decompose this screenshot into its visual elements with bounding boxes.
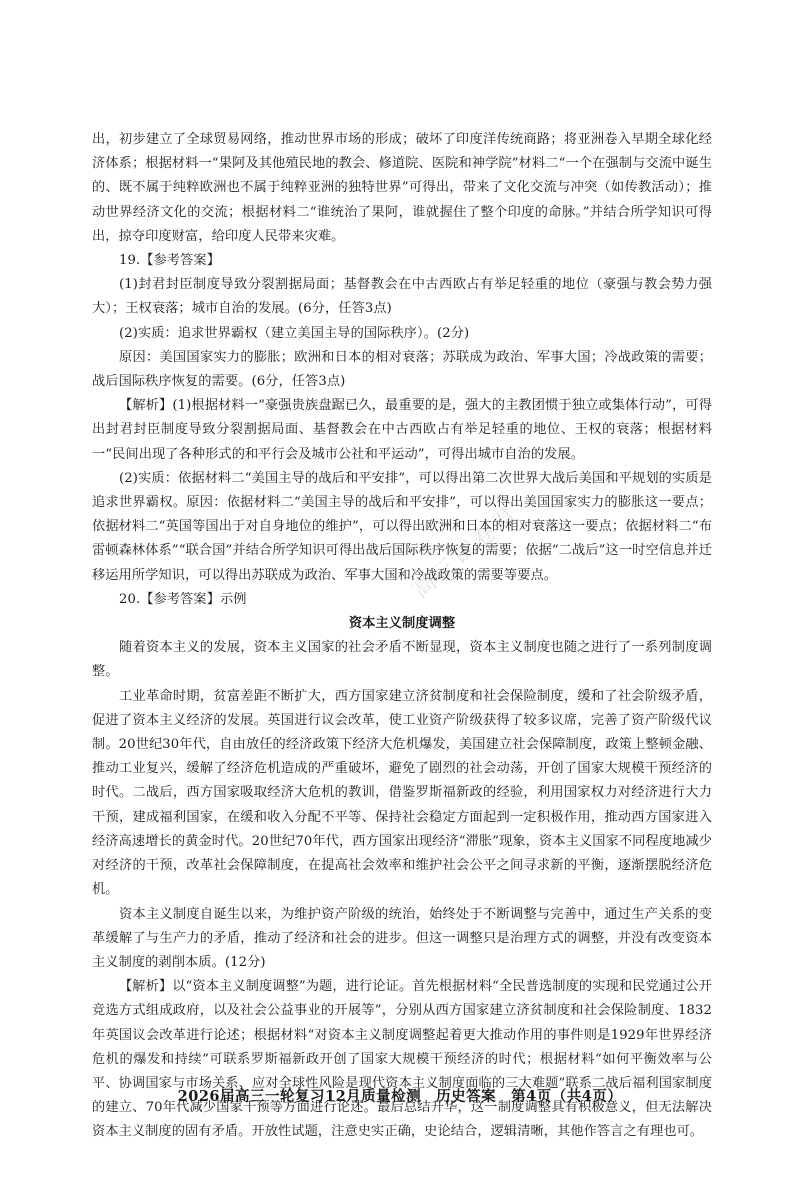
page-footer: 2026届高三一轮复习12月质量检测 历史答案 第4页（共4页） xyxy=(177,1088,623,1105)
watermark-text: 高三试卷君 xyxy=(408,500,525,604)
answer-content xyxy=(92,128,712,1145)
q18-continuation: 出，初步建立了全球贸易网络，推动世界市场的形成；破坏了印度洋传统商路；将亚洲卷入早期全球化经济体系；根据材料一“果阿及其他殖民地的教会、修道院、医院和神学院”材料二“一个在强制与交流中诞生的、既不属于纯粹欧洲也不属于纯粹亚洲的独特世界”可得出，带来了文化交流与冲突（如传教活动）；推动世界经济文化的交流；根据材料二“谁统治了果阿，谁就握住了整个印度的命脉。”并结合所学知识可得出，掠夺印度财富，给印度人民带来灾难。 xyxy=(92,132,712,244)
q19-answer-part1: (1)封君封臣制度导致分裂割据局面；基督教会在中古西欧占有举足轻重的地位（豪强与教会势力强大）；王权衰落；城市自治的发展。(6分，任答3点) xyxy=(92,277,712,317)
q20-explanation: 【解析】以“资本主义制度调整”为题，进行论证。首先根据材料“全民普选制度的实现和民党通过公开竞选方式组成政府，以及社会公益事业的开展等”，分别从西方国家建立济贫制度和社会保险制度、1832年英国议会改革进行论述；根据材料“对资本主义制度调整起着更大推动作用的事件则是1929年世界经济危机的爆发和持续”可联系罗斯福新政开创了国家大规模干预经济的时代；根据材料“如何平衡效率与公平、协调国家与市场关系、应对全球性风险是现代资本主义制度面临的三大难题”联系二战后福利国家制度的建立、70年代减少国家干预等方面进行论述。最后总结升华，这一制度调整具有积极意义，但无法解决资本主义制度的固有矛盾。开放性试题，注意史实正确，史论结合，逻辑清晰，其他作答言之有理也可。 xyxy=(92,979,712,1140)
essay-intro: 随着资本主义的发展，资本主义国家的社会矛盾不断显现，资本主义制度也随之进行了一系列制度调整。 xyxy=(92,640,712,680)
q19-heading: 19.【参考答案】 xyxy=(119,253,220,269)
essay-body: 工业革命时期，贫富差距不断扩大，西方国家建立济贫制度和社会保险制度，缓和了社会阶级矛盾，促进了资本主义经济的发展。英国进行议会改革，使工业资产阶级获得了较多议席，完善了资产阶级代议制。20世纪30年代，自由放任的经济政策下经济大危机爆发，美国建立社会保障制度，政策上整顿金融、推动工业复兴，缓解了经济危机造成的严重破坏，避免了剧烈的社会动荡，开创了国家大规模干预经济的时代。二战后，西方国家吸取经济大危机的教训，借鉴罗斯福新政的经验，利用国家权力对经济进行大力干预，建成福利国家，在缓和收入分配不平等、保持社会稳定方面起到一定积极作用，推动西方国家进入经济高速增长的黄金时代。20世纪70年代，西方国家出现经济“滞胀”现象，资本主义国家不同程度地减少对经济的干预，改革社会保障制度，在提高社会效率和维护社会公平之间寻求新的平衡，逐渐摆脱经济危机。 xyxy=(92,688,712,898)
essay-conclusion: 资本主义制度自诞生以来，为维护资产阶级的统治，始终处于不断调整与完善中，通过生产关系的变革缓解了与生产力的矛盾，推动了经济和社会的进步。但这一调整只是治理方式的调整，并没有改变资本主义制度的剥削本质。(12分) xyxy=(92,906,712,970)
q19-answer-reasons: 原因：美国国家实力的膨胀；欧洲和日本的相对衰落；苏联成为政治、军事大国；冷战政策的需要；战后国际秩序恢复的需要。(6分，任答3点) xyxy=(92,349,712,390)
q19-answer-part2: (2)实质：追求世界霸权（建立美国主导的国际秩序）。(2分) xyxy=(119,325,470,341)
q19-explanation-part1: 【解析】(1)根据材料一“豪强贵族盘踞已久，最重要的是，强大的主教团惯于独立或集体行动”，可得出封君封臣制度导致分裂割据局面、基督教会在中古西欧占有举足轻重的地位、王权的衰落；根据材料一“民间出现了各种形式的和平行会及城市公社和平运动”，可得出城市自治的发展。 xyxy=(92,398,712,462)
q19-explanation-part2: (2)实质：依据材料二“美国主导的战后和平安排”，可以得出第二次世界大战后美国和平规划的实质是追求世界霸权。原因：依据材料二“美国主导的战后和平安排”，可以得出美国国家实力的膨胀这一要点；依据材料二“英国等国出于对自身地位的维护”，可以得出欧洲和日本的相对衰落这一要点；依据材料二“布雷顿森林体系”“联合国”并结合所学知识可得出战后国际秩序恢复的需要；依据“二战后”这一时空信息并迁移运用所学知识，可以得出苏联成为政治、军事大国和冷战政策的需要等要点。 xyxy=(92,470,712,583)
q20-heading: 20.【参考答案】示例 xyxy=(119,591,247,607)
essay-title: 资本主义制度调整 xyxy=(348,616,456,632)
